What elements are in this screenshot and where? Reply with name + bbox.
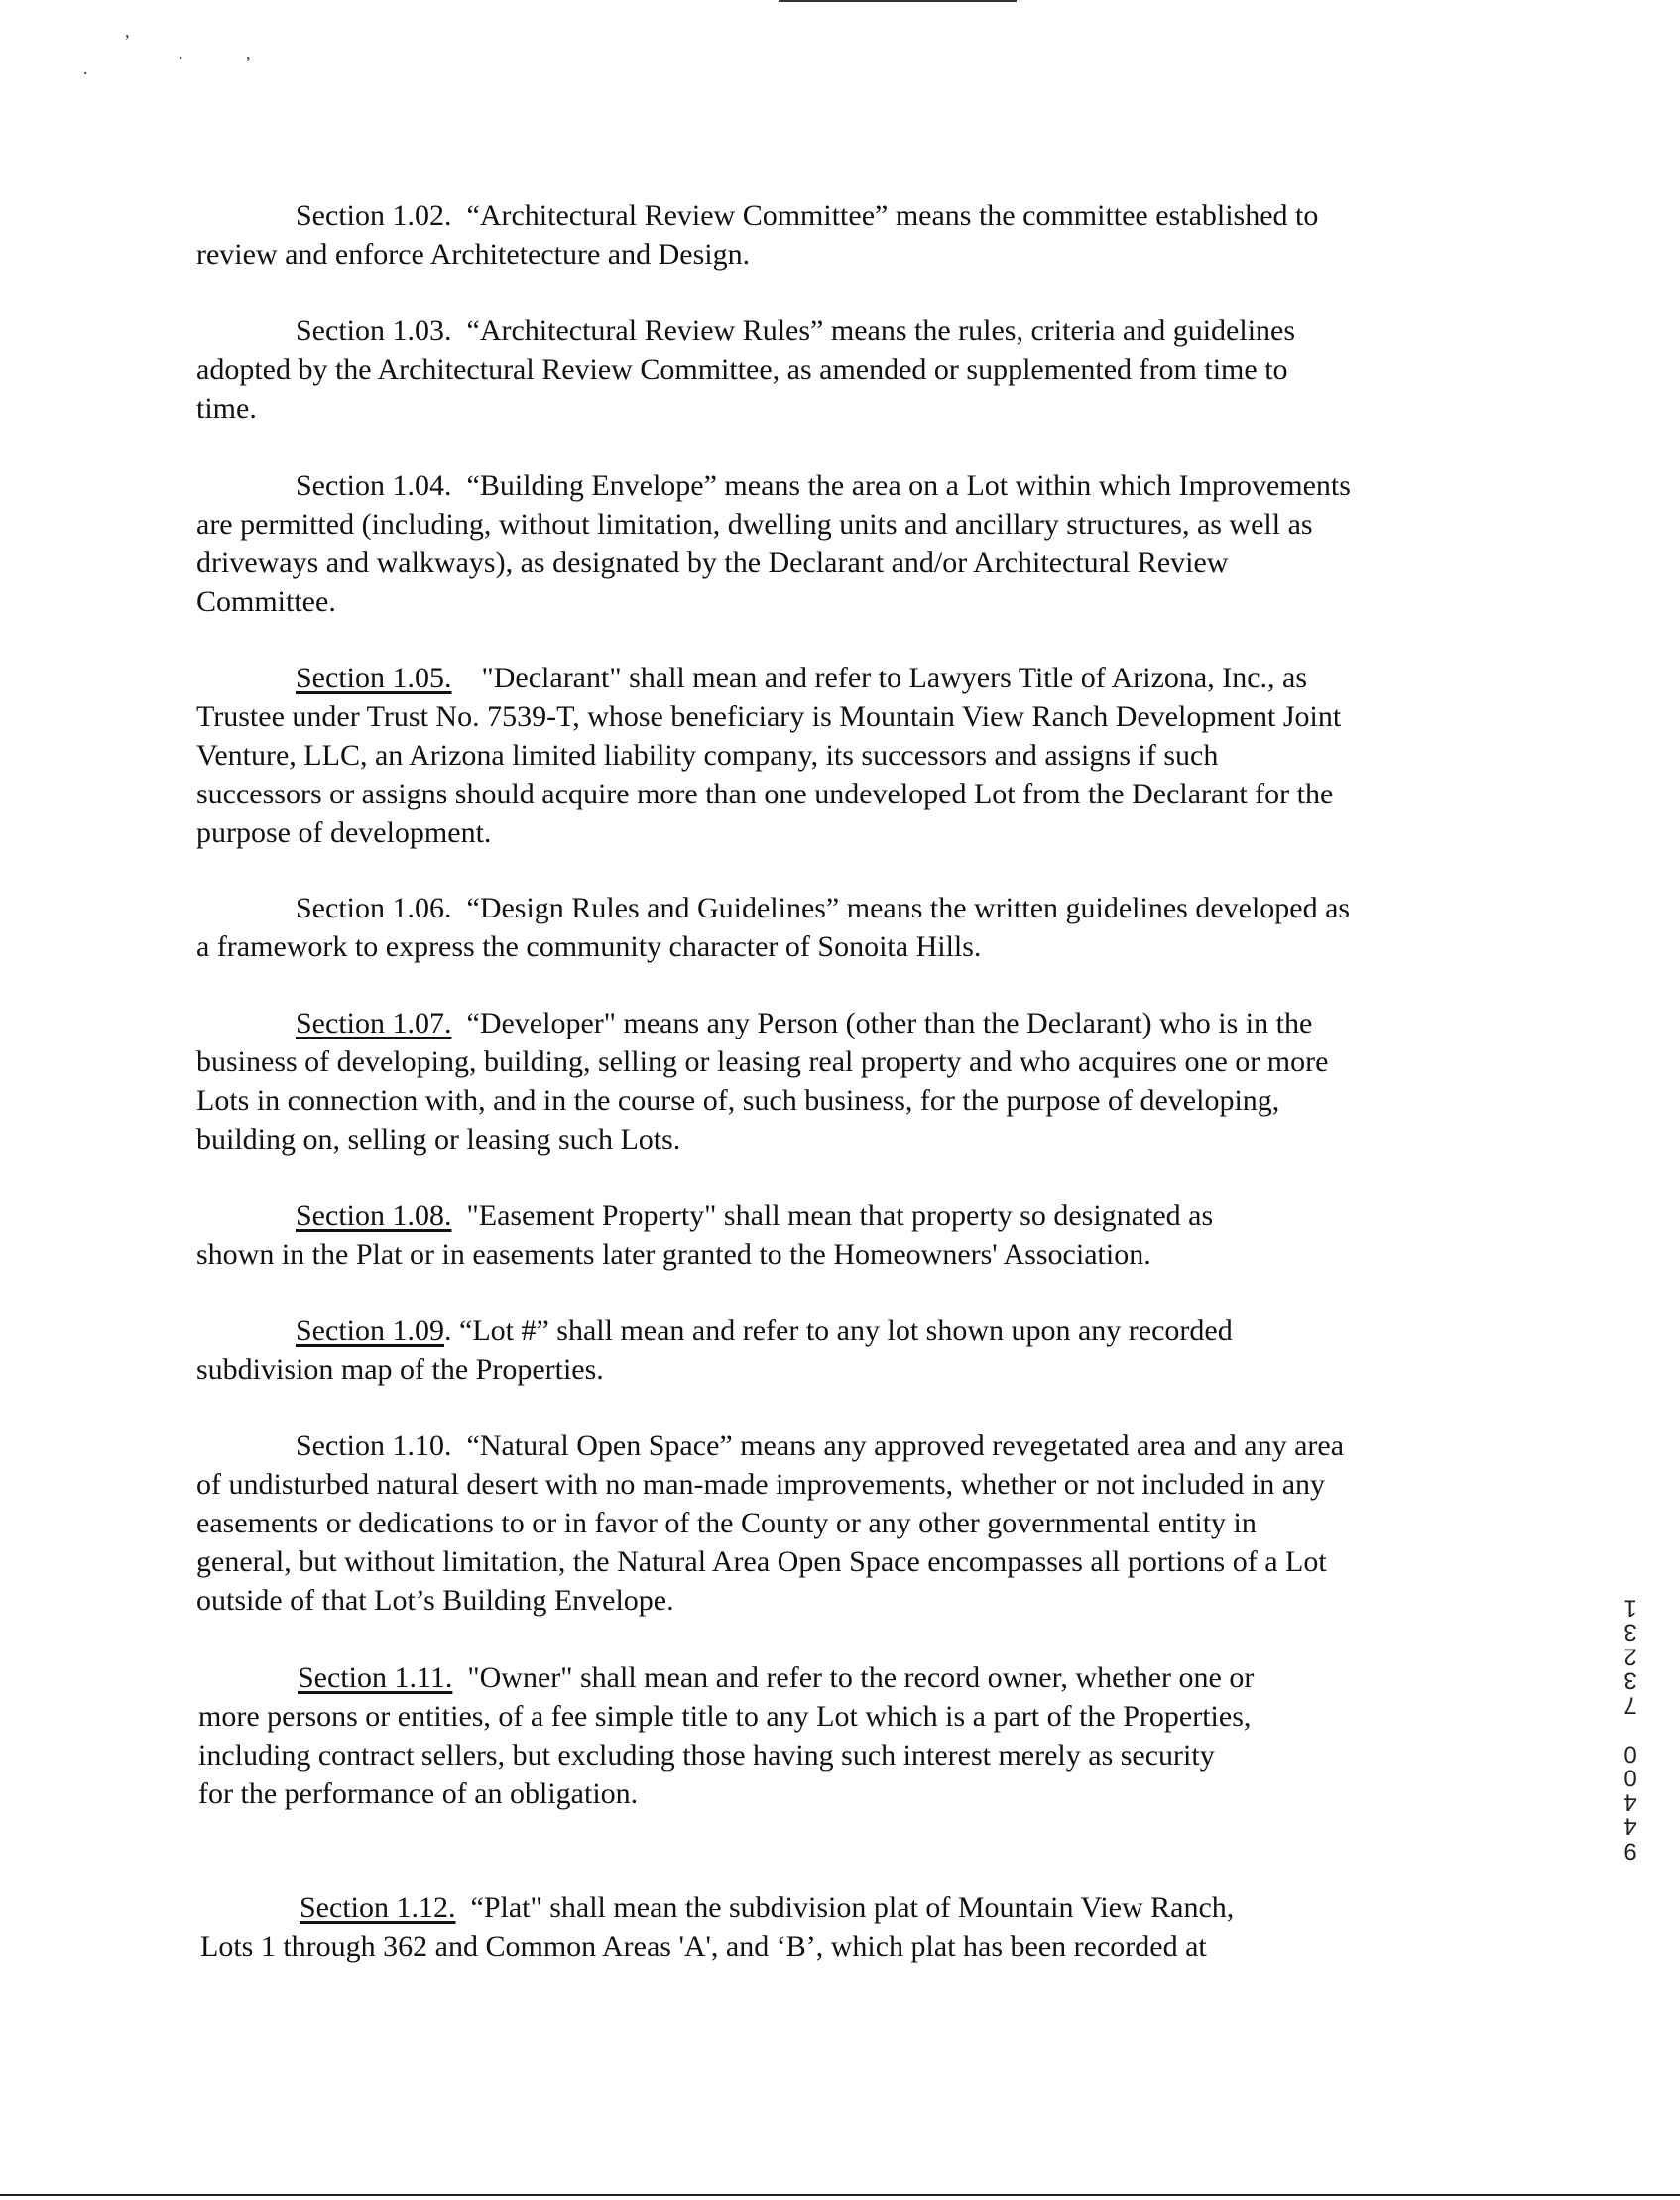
line-text: review and enforce Architetecture and Design. <box>196 238 751 271</box>
line-text: “Plat" shall mean the subdivision plat of Mountain View Ranch, <box>470 1892 1235 1924</box>
line-text: a framework to express the community character of Sonoita Hills. <box>196 930 982 963</box>
section-number: Section 1.10. <box>296 1429 452 1462</box>
paragraph-first-line <box>196 1426 1486 1465</box>
stamp-digit: 4 <box>1623 1788 1637 1816</box>
line-text: business of developing, building, selling or leasing real property and who acquires one or more <box>196 1045 1329 1078</box>
paragraph-first-line <box>196 659 1486 697</box>
stamp-digit: 7 <box>1623 1691 1637 1719</box>
section-1-04 <box>196 466 1486 621</box>
section-number: Section 1.07. <box>296 1007 452 1039</box>
stamp-digit: 1 <box>1623 1594 1637 1622</box>
paragraph-first-line <box>196 311 1486 350</box>
paragraph-first-line <box>196 1004 1486 1042</box>
scan-speck: . <box>83 59 88 78</box>
line-text: "Easement Property" shall mean that property so designated as <box>466 1199 1214 1232</box>
recording-number-stamp <box>1611 1595 1650 1863</box>
paragraph-first-line <box>200 1889 1490 1927</box>
paragraph-first-line <box>198 1658 1488 1697</box>
scan-speck: , <box>125 21 130 41</box>
section-1-10 <box>196 1426 1486 1620</box>
line-text: Lots in connection with, and in the course of, such business, for the purpose of developing, <box>196 1084 1280 1117</box>
stamp-digit: 0 <box>1623 1740 1637 1768</box>
line-text: purpose of development. <box>196 816 492 849</box>
section-1-06 <box>196 889 1486 966</box>
stamp-gap <box>1611 1717 1650 1742</box>
paragraph-first-line <box>196 1311 1486 1350</box>
line-text: “Architectural Review Rules” means the rules, criteria and guidelines <box>466 314 1296 347</box>
scan-speck: , <box>246 43 251 62</box>
section-number: Section 1.03. <box>296 314 452 347</box>
line-text: Lots 1 through 362 and Common Areas 'A', and ‘B’, which plat has been recorded at <box>200 1930 1207 1963</box>
stamp-digit: 0 <box>1623 1765 1637 1791</box>
section-1-07 <box>196 1004 1486 1159</box>
section-number: Section 1.04. <box>296 469 452 502</box>
line-text: time. <box>196 392 257 425</box>
line-text: Trustee under Trust No. 7539-T, whose beneficiary is Mountain View Ranch Development Joint <box>196 700 1342 733</box>
paragraph-first-line <box>196 889 1486 927</box>
line-text: easements or dedications to or in favor of the County or any other governmental entity in <box>196 1507 1257 1539</box>
bottom-edge-rule <box>0 2194 1680 2196</box>
line-text: for the performance of an obligation. <box>198 1777 639 1810</box>
line-text: “Developer" means any Person (other than the Declarant) who is in the <box>466 1007 1313 1039</box>
line-text: . “Lot #” shall mean and refer to any lot shown upon any recorded <box>444 1314 1233 1347</box>
scan-speck: . <box>179 43 183 62</box>
line-text: Venture, LLC, an Arizona limited liability company, its successors and assigns if such <box>196 739 1219 772</box>
line-text: more persons or entities, of a fee simple title to any Lot which is a part of the Properties, <box>198 1700 1252 1733</box>
section-number: Section 1.08. <box>296 1199 452 1232</box>
line-text: successors or assigns should acquire more than one undeveloped Lot from the Declarant for the <box>196 778 1334 810</box>
line-text: of undisturbed natural desert with no man-made improvements, whether or not included in any <box>196 1468 1326 1501</box>
line-text: including contract sellers, but excluding those having such interest merely as security <box>198 1739 1215 1772</box>
line-text: building on, selling or leasing such Lots. <box>196 1123 681 1156</box>
line-text: "Declarant" shall mean and refer to Lawyers Title of Arizona, Inc., as <box>481 662 1308 694</box>
stamp-digit: 3 <box>1623 1667 1637 1694</box>
section-1-03 <box>196 311 1486 428</box>
section-1-08 <box>196 1196 1486 1274</box>
stamp-digit: 9 <box>1623 1837 1637 1865</box>
section-number: Section 1.05. <box>296 662 452 694</box>
stamp-digit: 4 <box>1623 1813 1637 1840</box>
line-text: “Building Envelope” means the area on a Lot within which Improvements <box>466 469 1351 502</box>
line-text: “Architectural Review Committee” means the committee established to <box>466 199 1319 232</box>
section-number: Section 1.12. <box>300 1892 456 1924</box>
line-text: "Owner" shall mean and refer to the record owner, whether one or <box>467 1661 1255 1694</box>
line-text: driveways and walkways), as designated by the Declarant and/or Architectural Review <box>196 547 1229 579</box>
line-text: “Design Rules and Guidelines” means the written guidelines developed as <box>466 892 1351 924</box>
section-1-09 <box>196 1311 1486 1389</box>
line-text: “Natural Open Space” means any approved revegetated area and any area <box>466 1429 1345 1462</box>
line-text: outside of that Lot’s Building Envelope. <box>196 1584 674 1617</box>
section-1-12 <box>200 1889 1490 1966</box>
section-1-11 <box>198 1658 1488 1813</box>
section-number: Section 1.09 <box>296 1314 444 1347</box>
line-text: general, but without limitation, the Natural Area Open Space encompasses all portions of a Lot <box>196 1545 1327 1578</box>
section-number: Section 1.11. <box>298 1661 453 1694</box>
section-1-05 <box>196 659 1486 852</box>
top-edge-rule <box>779 0 1017 2</box>
line-text: are permitted (including, without limitation, dwelling units and ancillary structures, as well as <box>196 508 1313 541</box>
paragraph-first-line <box>196 196 1486 235</box>
section-number: Section 1.02. <box>296 199 452 232</box>
line-text: shown in the Plat or in easements later granted to the Homeowners' Association. <box>196 1238 1151 1271</box>
stamp-digit: 2 <box>1623 1643 1637 1670</box>
paragraph-first-line <box>196 1196 1486 1235</box>
line-text: Committee. <box>196 585 336 618</box>
section-1-02 <box>196 196 1486 274</box>
line-text: adopted by the Architectural Review Committee, as amended or supplemented from time to <box>196 353 1288 386</box>
section-number: Section 1.06. <box>296 892 452 924</box>
line-text: subdivision map of the Properties. <box>196 1353 604 1386</box>
paragraph-first-line <box>196 466 1486 505</box>
stamp-digit: 3 <box>1623 1619 1637 1646</box>
